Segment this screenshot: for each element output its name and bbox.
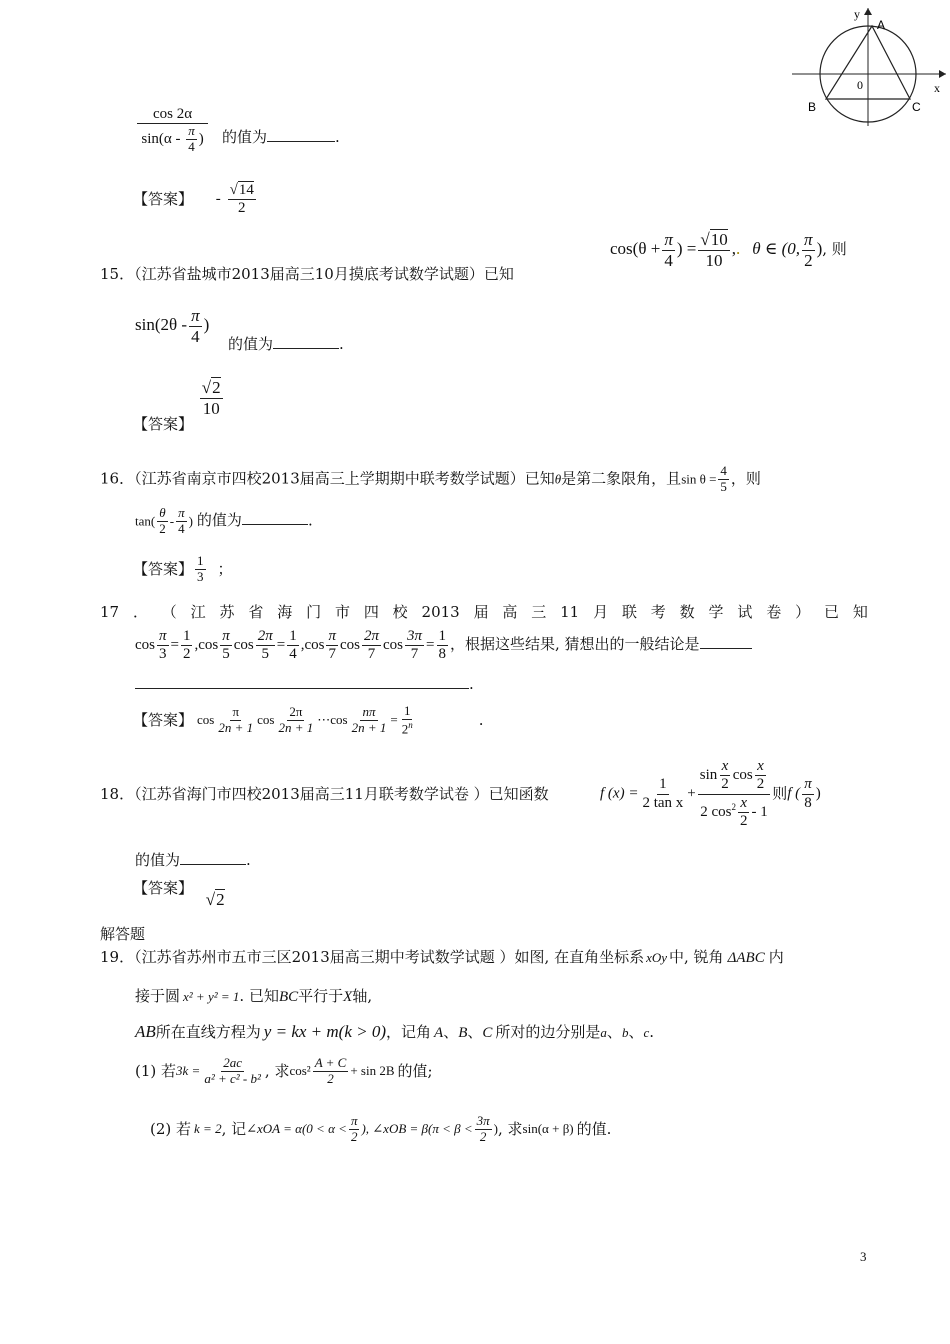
q15-expr-pi: π: [191, 306, 200, 325]
q19-p2-frac2-den: 2: [479, 1128, 487, 1144]
q19-l3-c: 所对的边分别是: [495, 1023, 601, 1041]
q19-side-a: a: [600, 1025, 607, 1040]
q18-line2-text: 的值为: [135, 851, 181, 869]
q17-ans-f3-num: nπ: [362, 704, 376, 720]
q18-answer-value: √2: [205, 890, 225, 909]
q18-sin: sin: [699, 767, 718, 784]
q17-f4: [326, 628, 338, 664]
q16-end: .: [307, 511, 313, 530]
q18-f-post: ): [815, 785, 821, 802]
q19-side-b: b: [621, 1025, 629, 1040]
q19-l2-b: . 已知: [239, 987, 279, 1005]
q17-ans-dots: ⋯: [317, 712, 331, 728]
q19-p2-frac1: [349, 1114, 360, 1145]
q17-f3-num: 2π: [256, 628, 275, 646]
q16-answer-fraction: [195, 554, 206, 585]
q18-formula: [600, 758, 821, 830]
q16-tan-post: ): [188, 513, 193, 529]
q19-l2-a: 接于圆: [135, 987, 181, 1005]
q17-f4-num: π: [326, 628, 338, 646]
q16-mid: 是第二象限角，且: [561, 469, 682, 488]
q18-f2: [698, 758, 771, 830]
q15-blank: [273, 348, 339, 349]
q17-ans-f2-num: 2π: [289, 704, 303, 720]
q14-answer-label: 【答案】: [133, 190, 194, 209]
q19-p1-frac: [202, 1056, 263, 1087]
q17-src: 市: [334, 603, 350, 621]
q17-eq: =: [276, 637, 286, 654]
q19-in: 内: [768, 948, 784, 966]
q14-expression: [135, 106, 210, 155]
q14-answer-num: √14: [228, 182, 256, 200]
q17-src: 卷: [766, 603, 782, 621]
q15-cond-2: 2: [804, 250, 813, 270]
q16-sin-lhs: sin θ =: [681, 471, 717, 487]
q19-angle-c: C: [482, 1025, 493, 1041]
q17-spread: [100, 604, 868, 621]
q17-ans-f2: [276, 705, 315, 736]
q19-line-3: [135, 1022, 654, 1042]
q16-p-num: π: [178, 505, 185, 520]
q19-p2-frac1-den: 2: [350, 1128, 358, 1144]
q15-expr-4: 4: [191, 326, 200, 346]
q14-tail-text: 的值为: [222, 128, 268, 146]
q14-fraction: [137, 106, 208, 155]
q18-number: 18．: [100, 785, 135, 803]
q17-ans-cos: cos: [257, 712, 275, 728]
q17-comma: ,: [300, 637, 305, 654]
q19-p2-end: 的值.: [576, 1119, 612, 1138]
q18-den-b: - 1: [751, 803, 768, 820]
q17-r2: [287, 628, 299, 664]
q16-p-den: 4: [178, 520, 185, 536]
q17-f5-num: 2π: [362, 628, 381, 646]
q17-eq: =: [426, 637, 435, 654]
q18-f-arg-den: 8: [804, 794, 812, 811]
q15-cond-pi: π: [664, 230, 673, 249]
q18-f-arg: [802, 776, 814, 812]
q19-part-1: [135, 1056, 433, 1087]
figure-svg: [788, 4, 948, 128]
q14-tail: [222, 129, 340, 146]
q14-den-pi: π: [188, 123, 195, 139]
q16-t-num: θ: [159, 505, 166, 520]
q18-half-2-num: x: [755, 758, 766, 776]
x-label: x: [934, 81, 940, 95]
q17-ans-rhs-num: 1: [403, 703, 411, 718]
q18-half-1: [719, 758, 731, 794]
q17-src: 高: [502, 603, 518, 621]
q16-then: ，则: [730, 469, 761, 488]
q15-cond-radicand: 10: [710, 230, 728, 249]
q18-plus: +: [687, 785, 696, 802]
q17-r3: [437, 628, 449, 664]
q19-p2-a: , 记: [221, 1119, 247, 1138]
q19-p1-mid: , 求: [264, 1061, 290, 1080]
q15-number: 15．: [100, 265, 135, 283]
q14-numerator: cos 2α: [137, 106, 208, 124]
q14-end: .: [335, 128, 340, 146]
q19-p2-angle1: ∠xOA = α(0 < α <: [246, 1120, 347, 1136]
q19-side-c: c: [643, 1025, 650, 1040]
q19-p1-half-den: 2: [327, 1070, 334, 1086]
q19-p2-label: (2) 若: [150, 1119, 192, 1138]
q15-answer-radicand: 2: [212, 378, 221, 397]
q17-src: 江: [190, 603, 206, 621]
q15-cond-close2: ): [816, 238, 823, 258]
q18-fx: f (x) =: [600, 785, 639, 802]
q17-r3-num: 1: [437, 628, 449, 646]
q18-f-arg-num: π: [802, 776, 814, 794]
q17-ans-f2-den: 2n + 1: [278, 720, 314, 736]
q17-src: 苏: [219, 603, 235, 621]
q17-blank-line: [135, 676, 474, 693]
q17-comma: ,: [194, 637, 199, 654]
q17-r2-num: 1: [287, 628, 299, 646]
q17-cos: cos: [198, 637, 219, 654]
q18-f1: [640, 776, 685, 812]
q19-p1-cos: cos²: [289, 1062, 311, 1078]
q19-p1-label: (1) 若: [135, 1061, 177, 1080]
q15-cond-pi2: π: [804, 230, 813, 249]
q16-t-den: 2: [159, 520, 166, 536]
q19-ab: AB: [135, 1022, 156, 1041]
q14-answer-radicand: 14: [238, 182, 254, 198]
q17-r1: [181, 628, 193, 664]
q17-r1-num: 1: [181, 628, 193, 646]
q18-half-3-den: 2: [739, 812, 748, 829]
q14-denominator: [139, 124, 205, 155]
q14-den-post: ): [198, 131, 204, 148]
q19-bc: BC: [278, 989, 299, 1005]
q16-line: [100, 464, 761, 495]
q15-tail: [228, 336, 344, 353]
q16-answer-den: 3: [197, 568, 204, 584]
q17-ans-eq: =: [390, 712, 398, 728]
q17-dot: ．: [132, 603, 148, 621]
label-a: A: [877, 18, 886, 32]
q18-end: .: [246, 851, 251, 869]
q16-p-frac: [176, 506, 187, 537]
q17-f6-den: 7: [410, 646, 419, 663]
q17-ans-cos: cos: [197, 712, 215, 728]
q17-f2-num: π: [220, 628, 232, 646]
q18-cos: cos: [732, 767, 753, 784]
q16-theta: θ: [554, 471, 562, 487]
q15-expr-frac: [189, 306, 202, 346]
q17-f4-den: 7: [328, 646, 336, 663]
q18-f2-den: [698, 795, 770, 831]
q18-source: （江苏省海门市四校2013届高三11月联考数学试卷 ）已知函数: [134, 785, 549, 803]
q19-p2-b: , 求: [498, 1119, 523, 1138]
origin-label: 0: [857, 78, 863, 92]
q18-answer-radicand: 2: [216, 890, 225, 909]
q17-r3-den: 8: [438, 646, 446, 663]
triangle-circle-figure: [788, 4, 948, 128]
q19-l3-b: ，记角: [386, 1023, 432, 1041]
q19-p1-lhs: 3k =: [176, 1062, 201, 1078]
q17-ans-rhs-den: [400, 720, 415, 737]
q15-condition: [610, 230, 847, 270]
q15-theta-range: θ ∈ (0,: [752, 238, 801, 258]
q15-answer: [133, 378, 225, 433]
q18-f-pre: f (: [787, 785, 801, 802]
q19-angle-b: B: [458, 1025, 468, 1041]
q16-answer: [133, 554, 233, 585]
q14-answer: [133, 182, 258, 218]
q18-f1-num: 1: [657, 776, 669, 794]
q17-ans-rhs-base: 2: [401, 721, 409, 737]
q17-src: 四: [363, 603, 379, 621]
q17-blank-1: [700, 648, 752, 649]
q17-src: 考: [650, 603, 666, 621]
q19-l3-end: .: [649, 1023, 655, 1041]
q18-den-a: 2 cos: [700, 803, 732, 820]
q17-src: （: [161, 603, 177, 621]
q18-den-sq: 2: [731, 801, 736, 812]
q17-f3: [256, 628, 275, 664]
q16-tan-pre: tan(: [135, 513, 156, 529]
q15-cos-lhs: cos(θ +: [610, 238, 661, 258]
q15-expression: [135, 306, 209, 346]
q15-cond-rnum: √10: [700, 230, 728, 249]
q19-line-eq: y = kx + m(k > 0): [263, 1022, 386, 1041]
q14-answer-fraction: [228, 182, 256, 218]
q17-src: 门: [306, 603, 322, 621]
q17-src: 海: [277, 603, 293, 621]
q15-end: .: [339, 335, 344, 353]
q17-f5-den: 7: [367, 646, 376, 663]
q18-half-3: [738, 795, 750, 831]
q17-src: 数: [679, 603, 695, 621]
q17-f2-den: 5: [222, 646, 230, 663]
q18-half-1-num: x: [720, 758, 731, 776]
q15-tail-text: 的值为: [228, 335, 274, 353]
q17-src: 届: [473, 603, 489, 621]
q17-src: 月: [593, 603, 609, 621]
q19-l3-a: 所在直线方程为: [155, 1023, 261, 1041]
q17-src: 校: [392, 603, 408, 621]
q15-cond-frac: [662, 230, 675, 270]
q17-f5: [362, 628, 381, 664]
q19-triangle: ΔABC: [727, 950, 765, 966]
q19-line-1: [100, 949, 784, 967]
q15-answer-num: √2: [201, 378, 221, 397]
q19-p1-tail: + sin 2B: [350, 1062, 395, 1078]
q19-l2-d: 轴,: [352, 987, 373, 1005]
q17-number: 17: [100, 603, 120, 621]
q17-src: 知: [852, 603, 868, 621]
q18-line-2: [135, 852, 251, 869]
q17-f6-num: 3π: [405, 628, 424, 646]
q15-cond-close: ) =: [676, 238, 697, 258]
q17-src: 联: [621, 603, 637, 621]
q16-tail-text: 的值为: [196, 511, 242, 530]
q16-blank: [242, 524, 308, 525]
q17-r1-den: 2: [182, 646, 191, 663]
q17-tail: ，根据这些结果, 猜想出的一般结论是: [450, 635, 700, 654]
q15-source: （江苏省盐城市2013届高三10月摸底考试数学试题）已知: [134, 265, 514, 283]
label-c: C: [912, 100, 921, 114]
q19-p2-frac1-num: π: [350, 1113, 358, 1128]
q19-circle-eq: x² + y² = 1: [183, 989, 240, 1004]
y-axis-arrow: [864, 8, 872, 15]
q19-sep: 、: [467, 1023, 483, 1041]
q18-f1-den: 2 tan x: [642, 794, 684, 811]
q17-ans-f1-num: π: [232, 704, 240, 720]
q19-p2-close: ): [493, 1120, 498, 1136]
q17-cos: cos: [304, 637, 325, 654]
q17-src: 2013: [421, 603, 460, 621]
q15-cond-rden: 10: [705, 250, 723, 270]
q16-t-frac: [157, 506, 168, 537]
q17-blank-2: [135, 688, 469, 689]
q16-answer-end: ；: [217, 559, 233, 578]
q19-x-axis-label: X: [343, 989, 353, 1005]
q17-f3-den: 5: [261, 646, 269, 663]
q18-answer-label: 【答案】: [133, 879, 194, 897]
q19-mid: 中, 锐角: [669, 948, 724, 966]
q17-cos: cos: [233, 637, 254, 654]
q16-sin-num: 4: [720, 463, 727, 478]
q17-ans-f1-den: 2n + 1: [218, 720, 254, 736]
q15-cond-sep: ,: [731, 238, 736, 258]
q14-answer-den: 2: [237, 200, 246, 217]
page-number: 3: [860, 1249, 867, 1264]
q19-p2-frac2: [475, 1114, 492, 1145]
q15-expr-post: ): [203, 314, 210, 334]
q17-ans-f1: [216, 705, 255, 736]
q17-ans-end: .: [478, 710, 484, 729]
q18-blank: [180, 864, 246, 865]
q17-ans-f3-den: 2n + 1: [351, 720, 387, 736]
q18-half-2: [755, 758, 767, 794]
q17-ans-rhs-sup: n: [408, 719, 413, 730]
q17-cos: cos: [340, 637, 360, 654]
q16-answer-label: 【答案】: [133, 559, 194, 578]
q15-answer-fraction: [200, 378, 223, 418]
q17-answer-label: 【答案】: [133, 710, 194, 729]
q17-end: .: [469, 675, 474, 693]
q18-line: [100, 786, 549, 803]
q19-part-2: [150, 1114, 611, 1145]
q15-then: , 则: [822, 239, 847, 258]
x-axis-arrow: [939, 70, 946, 78]
q18-then: 则: [772, 784, 788, 803]
q17-ans-cos: cos: [330, 712, 348, 728]
q17-f1-den: 3: [159, 646, 167, 663]
q16-answer-num: 1: [197, 553, 204, 568]
q17-src: 省: [248, 603, 264, 621]
q15-line: [100, 266, 514, 283]
q16-sin-frac: [718, 464, 729, 495]
q19-xoy: xOy: [646, 950, 668, 965]
q19-number: 19．: [100, 948, 135, 966]
q17-r2-den: 4: [289, 646, 297, 663]
q16-sin-den: 5: [720, 478, 727, 494]
q16-expression: [135, 506, 313, 537]
q17-cos: cos: [135, 637, 155, 654]
q14-den-fraction: [186, 124, 197, 155]
section-heading: 解答题: [100, 925, 146, 943]
q18-f2-num: [698, 758, 771, 795]
q14-den-pre: sin(α -: [141, 131, 185, 148]
q16-minus: -: [169, 513, 175, 529]
q19-p2-mid: ), ∠xOB = β(π < β <: [361, 1120, 473, 1136]
q17-f1: [157, 628, 169, 664]
q18-answer: [133, 878, 225, 909]
q16-number: 16．: [100, 469, 135, 488]
q17-formula: [135, 628, 752, 664]
q19-p1-den: a² + c² - b²: [204, 1070, 261, 1086]
q19-p1-num: 2ac: [223, 1055, 242, 1070]
q17-f6: [405, 628, 424, 664]
q15-cond-frac2: [802, 230, 815, 270]
q17-answer: [133, 704, 484, 737]
q19-p2-expr: sin(α + β): [522, 1120, 574, 1136]
q15-cond-rhs: [698, 230, 729, 270]
q15-answer-den: 10: [202, 398, 220, 418]
q19-p1-end: 的值;: [397, 1061, 433, 1080]
q19-sep: 、: [628, 1023, 644, 1041]
q18-half-1-den: 2: [721, 776, 729, 793]
q17-line: [100, 604, 868, 621]
q17-src: 试: [737, 603, 753, 621]
q14-den-4: 4: [188, 139, 195, 155]
q19-p2-frac2-num: 3π: [476, 1113, 490, 1128]
q17-eq: =: [170, 637, 179, 654]
q18-half-3-num: x: [738, 795, 749, 813]
q19-l2-c: 平行于: [298, 987, 344, 1005]
q17-src: ）: [795, 603, 811, 621]
q17-src: 已: [823, 603, 839, 621]
q15-cond-dot: .: [735, 238, 741, 258]
q17-src: 学: [708, 603, 724, 621]
q19-sep: 、: [443, 1023, 459, 1041]
q17-src: 三: [531, 603, 547, 621]
q19-angle-a: A: [434, 1025, 444, 1041]
q17-f1-num: π: [157, 628, 169, 646]
q19-sep: 、: [606, 1023, 622, 1041]
q14-blank: [267, 141, 335, 142]
q19-p1-half-num: A + C: [314, 1055, 347, 1070]
q15-expr-pre: sin(2θ -: [135, 314, 188, 334]
q16-source: （江苏省南京市四校2013届高三上学期期中联考数学试题）已知: [134, 469, 555, 488]
y-label: y: [854, 7, 860, 21]
q19-p1-half: [313, 1056, 349, 1087]
q17-f2: [220, 628, 232, 664]
q14-answer-sign: -: [215, 191, 221, 208]
q19-line-2: [135, 988, 372, 1006]
label-b: B: [808, 100, 817, 114]
q18-half-2-den: 2: [756, 776, 765, 793]
q17-cos: cos: [383, 637, 404, 654]
q17-ans-rhs: [400, 704, 415, 737]
q19-p2-k: k = 2: [194, 1120, 222, 1136]
q15-cond-4: 4: [664, 250, 673, 270]
q17-ans-f3: [350, 705, 389, 736]
q17-src: 11: [560, 603, 580, 621]
q15-answer-label: 【答案】: [133, 415, 194, 433]
q19-source: （江苏省苏州市五市三区2013届高三期中考试数学试题 ）如图, 在直角坐标系: [134, 948, 645, 966]
